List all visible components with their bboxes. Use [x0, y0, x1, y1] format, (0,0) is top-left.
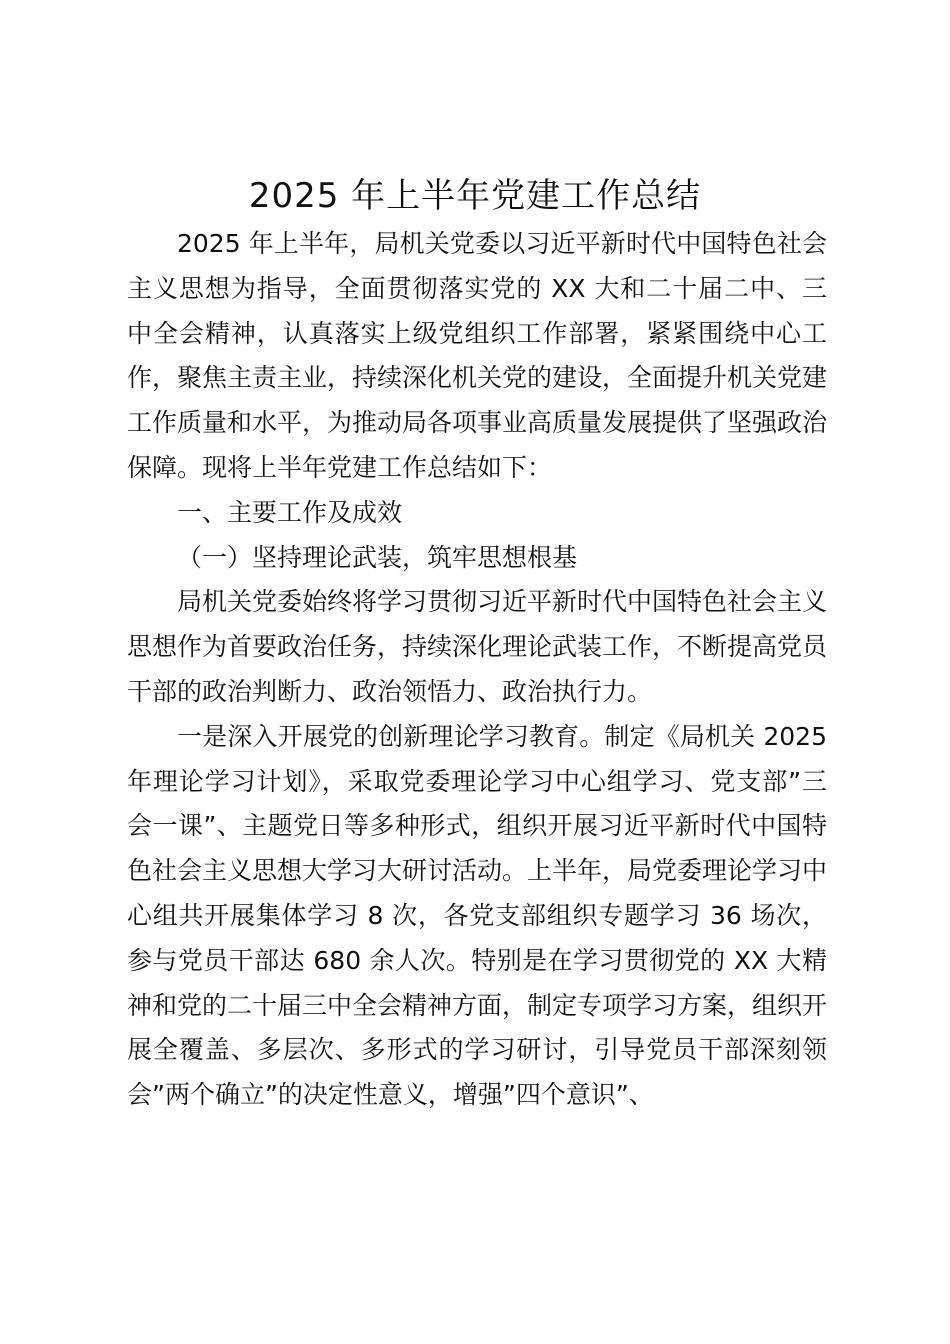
- subsection-heading: （一）坚持理论武装，筑牢思想根基: [177, 542, 578, 572]
- intro-paragraph: 2025 年上半年，局机关党委以习近平新时代中国特色社会主义思想为指导，全面贯彻落实党的 XX 大和二十届二中、三中全会精神，认真落实上级党组织工作部署，紧紧围绕中心工作，聚焦主责主业，持续深化机关党的建设，全面提升机关党建工作质量和水平，为推动局各项事业高质量发展提供了坚强政治保障。现将上半年党建工作总结如下：: [127, 229, 828, 482]
- section-heading: 一、主要工作及成效: [177, 497, 403, 527]
- body-paragraph: 一是深入开展党的创新理论学习教育。制定《局机关 2025 年理论学习计划》，采取党委理论学习中心组学习、党支部”三会一课”、主题党日等多种形式，组织开展习近平新时代中国特色社会主义思想大学习大研讨活动。上半年，局党委理论学习中心组共开展集体学习 8 次，各党支部组织专题学习 36 场次，参与党员干部达 680 余人次。特别是在学习贯彻党的 XX 大精神和党的二十届三中全会精神方面，制定专项学习方案，组织开展全覆盖、多层次、多形式的学习研讨，引导党员干部深刻领会”两个确立”的决定性意义，增强”四个意识”、: [127, 721, 828, 1110]
- document-title: 2025 年上半年党建工作总结: [248, 176, 702, 216]
- body-paragraph: 局机关党委始终将学习贯彻习近平新时代中国特色社会主义思想作为首要政治任务，持续深化理论武装工作，不断提高党员干部的政治判断力、政治领悟力、政治执行力。: [127, 587, 828, 706]
- document-body: [127, 222, 827, 1118]
